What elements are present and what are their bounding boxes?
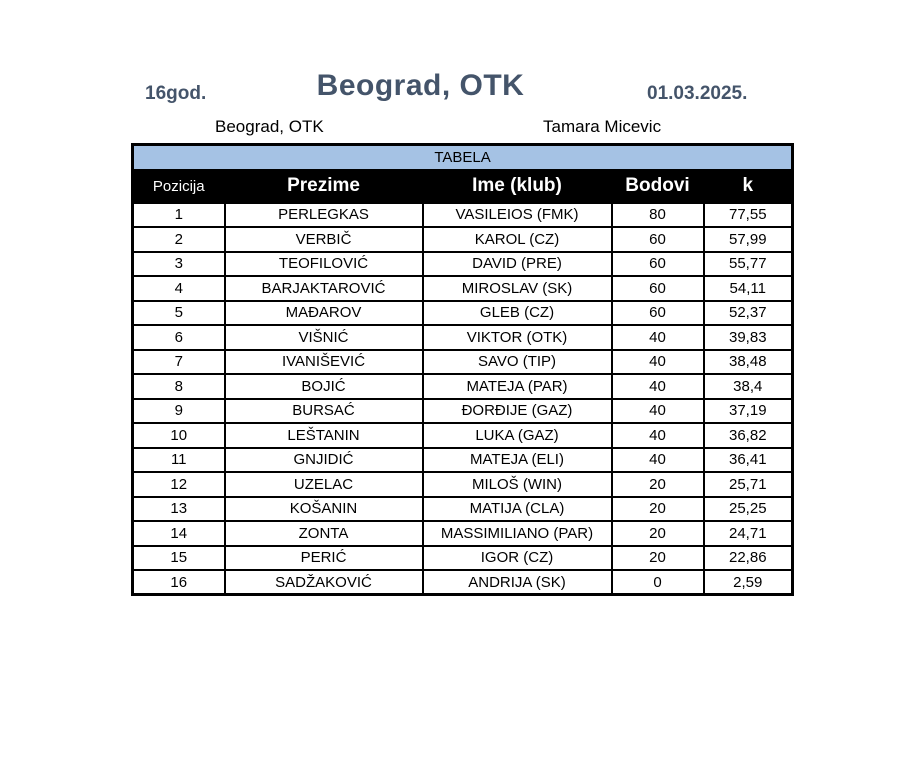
cell-points: 40 [612,423,704,448]
cell-k: 52,37 [704,301,793,326]
cell-position: 11 [133,448,225,473]
table-row [133,423,793,448]
results-table-container [131,143,791,596]
cell-k: 55,77 [704,252,793,277]
cell-points: 40 [612,325,704,350]
cell-points: 60 [612,276,704,301]
cell-position: 9 [133,399,225,424]
table-caption-row [133,145,793,170]
cell-position: 7 [133,350,225,375]
table-row [133,276,793,301]
official-name-label: Tamara Micevic [543,117,662,136]
cell-surname: UZELAC [225,472,423,497]
cell-name-club: MATEJA (ELI) [423,448,612,473]
venue-label: Beograd, OTK [215,117,324,136]
cell-surname: VIŠNIĆ [225,325,423,350]
table-row [133,227,793,252]
cell-name-club: ANDRIJA (SK) [423,570,612,595]
cell-k: 38,4 [704,374,793,399]
column-header-k: k [704,170,793,203]
cell-points: 20 [612,472,704,497]
cell-surname: BARJAKTAROVIĆ [225,276,423,301]
cell-name-club: IGOR (CZ) [423,546,612,571]
cell-name-club: MATIJA (CLA) [423,497,612,522]
cell-name-club: MATEJA (PAR) [423,374,612,399]
cell-name-club: VASILEIOS (FMK) [423,203,612,228]
cell-points: 60 [612,227,704,252]
cell-name-club: MASSIMILIANO (PAR) [423,521,612,546]
cell-k: 37,19 [704,399,793,424]
cell-points: 20 [612,521,704,546]
table-row [133,448,793,473]
cell-points: 80 [612,203,704,228]
cell-position: 12 [133,472,225,497]
cell-position: 4 [133,276,225,301]
age-group-label: 16god. [145,83,207,104]
date-label: 01.03.2025. [647,83,748,104]
column-header-position: Pozicija [133,170,225,203]
cell-points: 40 [612,448,704,473]
cell-name-club: VIKTOR (OTK) [423,325,612,350]
cell-surname: PERLEGKAS [225,203,423,228]
cell-k: 57,99 [704,227,793,252]
column-header-name-club: Ime (klub) [423,170,612,203]
cell-name-club: MILOŠ (WIN) [423,472,612,497]
table-row [133,570,793,595]
cell-position: 10 [133,423,225,448]
column-header-surname: Prezime [225,170,423,203]
cell-surname: GNJIDIĆ [225,448,423,473]
table-row [133,374,793,399]
table-row [133,301,793,326]
cell-surname: IVANIŠEVIĆ [225,350,423,375]
cell-points: 40 [612,374,704,399]
cell-name-club: DAVID (PRE) [423,252,612,277]
cell-name-club: GLEB (CZ) [423,301,612,326]
table-row [133,325,793,350]
cell-surname: SADŽAKOVIĆ [225,570,423,595]
cell-points: 60 [612,301,704,326]
cell-points: 20 [612,546,704,571]
cell-surname: PERIĆ [225,546,423,571]
table-row [133,350,793,375]
table-row [133,203,793,228]
cell-surname: KOŠANIN [225,497,423,522]
cell-position: 1 [133,203,225,228]
cell-position: 6 [133,325,225,350]
cell-k: 39,83 [704,325,793,350]
cell-k: 25,71 [704,472,793,497]
cell-points: 60 [612,252,704,277]
table-row [133,472,793,497]
table-row [133,521,793,546]
cell-position: 16 [133,570,225,595]
column-header-points: Bodovi [612,170,704,203]
cell-points: 0 [612,570,704,595]
cell-k: 25,25 [704,497,793,522]
cell-surname: LEŠTANIN [225,423,423,448]
cell-k: 2,59 [704,570,793,595]
results-table [131,143,794,596]
cell-name-club: KAROL (CZ) [423,227,612,252]
cell-k: 36,41 [704,448,793,473]
cell-k: 38,48 [704,350,793,375]
cell-surname: BOJIĆ [225,374,423,399]
cell-position: 3 [133,252,225,277]
cell-surname: VERBIČ [225,227,423,252]
cell-k: 24,71 [704,521,793,546]
cell-name-club: MIROSLAV (SK) [423,276,612,301]
cell-name-club: SAVO (TIP) [423,350,612,375]
cell-points: 20 [612,497,704,522]
cell-name-club: LUKA (GAZ) [423,423,612,448]
table-row [133,546,793,571]
table-row [133,252,793,277]
table-body [133,145,793,595]
cell-k: 54,11 [704,276,793,301]
cell-k: 77,55 [704,203,793,228]
cell-points: 40 [612,399,704,424]
cell-k: 36,82 [704,423,793,448]
cell-points: 40 [612,350,704,375]
table-caption: TABELA [133,145,793,170]
table-header-row [133,170,793,203]
page-title: Beograd, OTK [316,69,525,102]
cell-position: 5 [133,301,225,326]
cell-position: 13 [133,497,225,522]
cell-k: 22,86 [704,546,793,571]
table-row [133,497,793,522]
cell-surname: MAĐAROV [225,301,423,326]
cell-position: 8 [133,374,225,399]
cell-position: 14 [133,521,225,546]
cell-position: 2 [133,227,225,252]
cell-surname: TEOFILOVIĆ [225,252,423,277]
table-row [133,399,793,424]
cell-position: 15 [133,546,225,571]
cell-surname: BURSAĆ [225,399,423,424]
cell-surname: ZONTA [225,521,423,546]
cell-name-club: ĐORĐIJE (GAZ) [423,399,612,424]
